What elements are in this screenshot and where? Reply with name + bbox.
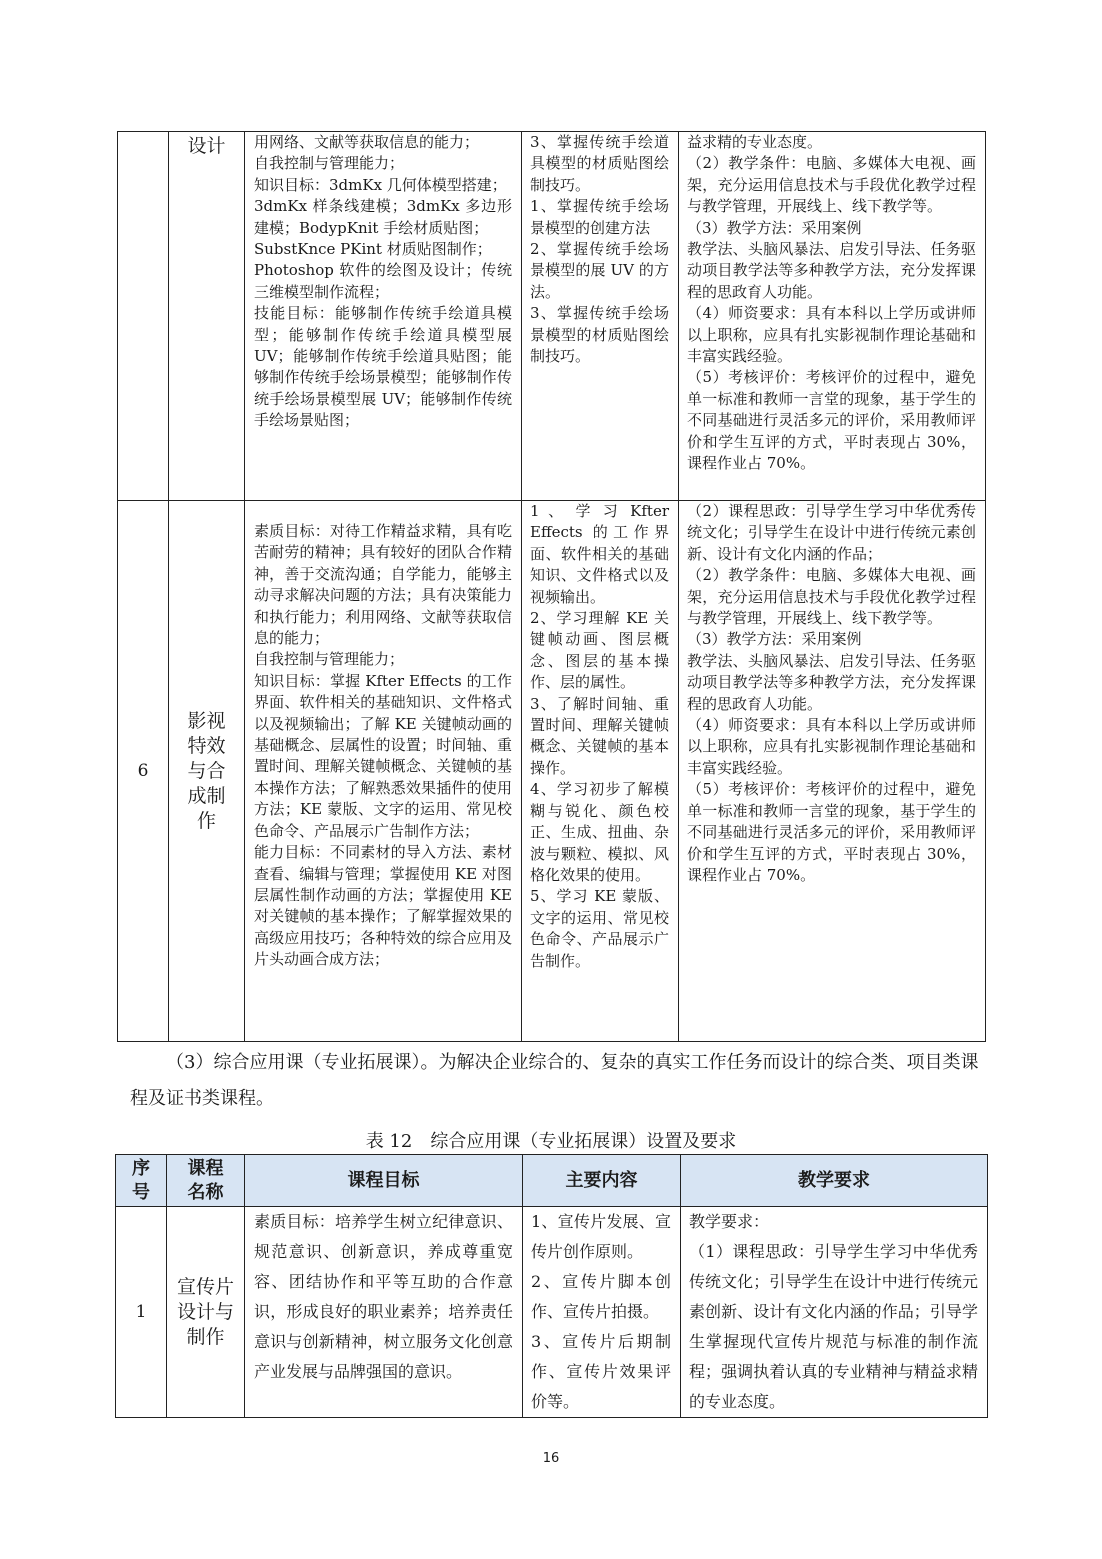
course-goals: 用网络、文献等获取信息的能力； 自我控制与管理能力； 知识目标：3dmKx 几何体模型搭建； 3dmKx 样条线建模；3dmKx 多边形建模；BodypKnit 手绘材质贴图； SubstKnce PKint 材质贴图制作； Photoshop 软件的绘图及设计；传统三维模型制作流程； 技能目标：能够制作传统手绘道具模型；能够制作传统手绘道具模型展 UV；能够制作传统手绘道具贴图；能够制作传统手绘场景模型；能够制作传统手绘场景模型展 UV；能够制作传统手绘场景贴图； [245, 132, 522, 501]
table-header-row [116, 1155, 988, 1207]
course-goals: 素质目标：培养学生树立纪律意识、规范意识、创新意识，养成尊重宽容、团结协作和平等互助的合作意识，形成良好的职业素养；培养责任意识与创新精神，树立服务文化创意产业发展与品牌强国的意识。 [245, 1207, 523, 1418]
header-name: 课程名称 [167, 1155, 245, 1207]
table-row [116, 1207, 988, 1418]
header-goals: 课程目标 [245, 1155, 523, 1207]
course-name [167, 1207, 245, 1418]
row-index: 6 [118, 501, 169, 1042]
section-paragraph: （3）综合应用课（专业拓展课）。为解决企业综合的、复杂的真实工作任务而设计的综合类、项目类课程及证书类课程。 [130, 1052, 979, 1109]
row-index: 1 [116, 1207, 167, 1418]
header-requirements: 教学要求 [681, 1155, 988, 1207]
course-goals: 素质目标：对待工作精益求精，具有吃苦耐劳的精神；具有较好的团队合作精神，善于交流沟通；自学能力，能够主动寻求解决问题的方法；具有决策能力和执行能力；利用网络、文献等获取信息的能力； 自我控制与管理能力； 知识目标：掌握 Kfter Effects 的工作界面、软件相关的基础知识、文件格式以及视频输出；了解 KE 关键帧动画的基础概念、层属性的设置；时间轴、重置时间、理解关键帧概念、关键帧的基本操作方法；了解熟悉效果插件的使用方法；KE 蒙版、文字的运用、常见校色命令、产品展示广告制作方法； 能力目标：不同素材的导入方法、素材查看、编辑与管理；掌握使用 KE 对图层属性制作动画的方法；掌握使用 KE 对关键帧的基本操作；了解掌握效果的高级应用技巧；各种特效的综合应用及片头动画合成方法； [245, 501, 522, 1042]
course-name: 设计 [169, 132, 245, 501]
course-table-12 [115, 1154, 988, 1418]
course-name-text: 宣传片设计与制作 [177, 1275, 235, 1348]
course-name-text: 影视特效与合成制作 [187, 709, 226, 832]
teaching-requirements: （2）课程思政：引导学生学习中华优秀传统文化；引导学生在设计中进行传统元素创新、设计有文化内涵的作品； （2）教学条件：电脑、多媒体大电视、画架，充分运用信息技术与手段优化教学过程与教学管理，开展线上、线下教学等。 （3）教学方法：采用案例 教学法、头脑风暴法、启发引导法、任务驱动项目教学法等多种教学方法，充分发挥课程的思政育人功能。 （4）师资要求：具有本科以上学历或讲师以上职称，应具有扎实影视制作理论基础和丰富实践经验。 （5）考核评价：考核评价的过程中，避免单一标准和教师一言堂的现象，基于学生的不同基础进行灵活多元的评价，采用教师评价和学生互评的方式，平时表现占 30%，课程作业占 70%。 [679, 501, 986, 1042]
table-caption: 表 12 综合应用课（专业拓展课）设置及要求 [365, 1131, 737, 1152]
teaching-requirements: 教学要求： （1）课程思政：引导学生学习中华优秀传统文化；引导学生在设计中进行传统元素创新、设计有文化内涵的作品；引导学生掌握现代宣传片规范与标准的制作流程；强调执着认真的专业精神与精益求精的专业态度。 [681, 1207, 988, 1418]
table-row [118, 501, 986, 1042]
page-number: 16 [542, 1451, 560, 1466]
row-index [118, 132, 169, 501]
teaching-requirements: 益求精的专业态度。 （2）教学条件：电脑、多媒体大电视、画架，充分运用信息技术与手段优化教学过程与教学管理，开展线上、线下教学等。 （3）教学方法：采用案例 教学法、头脑风暴法、启发引导法、任务驱动项目教学法等多种教学方法，充分发挥课程的思政育人功能。 （4）师资要求：具有本科以上学历或讲师以上职称，应具有扎实影视制作理论基础和丰富实践经验。 （5）考核评价：考核评价的过程中，避免单一标准和教师一言堂的现象，基于学生的不同基础进行灵活多元的评价，采用教师评价和学生互评的方式，平时表现占 30%，课程作业占 70%。 [679, 132, 986, 501]
course-name [169, 501, 245, 1042]
course-content: 3、掌握传统手绘道具模型的材质贴图绘制技巧。 1、掌握传统手绘场景模型的创建方法 2、掌握传统手绘场景模型的展 UV 的方法。 3、掌握传统手绘场景模型的材质贴图绘制技巧。 [522, 132, 679, 501]
course-content: 1、宣传片发展、宣传片创作原则。 2、宣传片脚本创作、宣传片拍摄。 3、宣传片后期制作、宣传片效果评价等。 [523, 1207, 681, 1418]
header-index: 序号 [116, 1155, 167, 1207]
course-content: 1 、 学 习 Kfter Effects 的工作界面、软件相关的基础知识、文件格式以及视频输出。 2、学习理解 KE 关键帧动画、图层概念、图层的基本操作、层的属性。 3、了解时间轴、重置时间、理解关键帧概念、关键帧的基本操作。 4、学习初步了解模糊与锐化、颜色校正、生成、扭曲、杂波与颗粒、模拟、风格化效果的使用。 5、学习 KE 蒙版、文字的运用、常见校色命令、产品展示广告制作。 [522, 501, 679, 1042]
course-table-continued [117, 131, 986, 1042]
header-content: 主要内容 [523, 1155, 681, 1207]
table-row [118, 132, 986, 501]
